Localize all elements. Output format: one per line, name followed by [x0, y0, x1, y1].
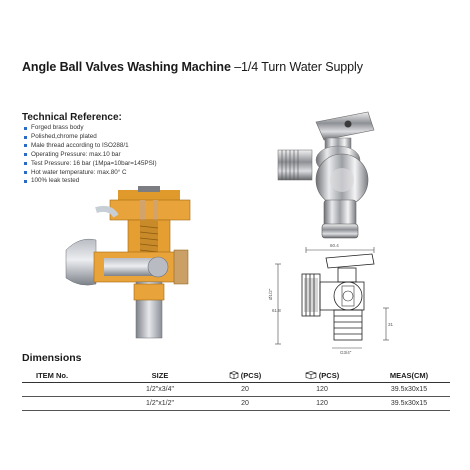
col-carton-pcs: [276, 368, 368, 383]
technical-list: [24, 124, 157, 186]
cell-meas: 39.5x30x15: [368, 383, 450, 397]
tech-item: Polished,chrome plated: [24, 133, 157, 142]
dim-left-label: Ø1/2": [268, 288, 273, 300]
dim-bottom-label: G3/4": [340, 350, 352, 355]
cell-item-no: [22, 397, 106, 411]
col-item-no: ITEM No.: [22, 368, 106, 383]
dimensions-table: [22, 368, 450, 411]
col-meas: MEAS(CM): [368, 368, 450, 383]
dim-top-label: 60.4: [330, 243, 339, 248]
product-photo: [268, 100, 380, 250]
tech-item: Hot water temperature: max.80° C: [24, 169, 157, 178]
cell-size: 1/2"x3/4": [106, 383, 214, 397]
table-header-row: [22, 368, 450, 383]
col-inner-pcs-label: (PCS): [240, 370, 262, 380]
dim-right-label: 31: [388, 322, 394, 327]
dimensions-heading: Dimensions: [22, 352, 82, 364]
tech-item: Operating Pressure: max.10 bar: [24, 151, 157, 160]
technical-drawing: [262, 244, 412, 354]
table-row: [22, 383, 450, 397]
cell-size: 1/2"x1/2": [106, 397, 214, 411]
title-main: Angle Ball Valves Washing Machine: [22, 60, 231, 74]
tech-item: 100% leak tested: [24, 177, 157, 186]
tech-item: Test Pressure: 16 bar (1Mpa=10bar=145PSI): [24, 160, 157, 169]
cell-inner-pcs: 20: [214, 383, 276, 397]
cell-carton-pcs: 120: [276, 383, 368, 397]
title-sub: –1/4 Turn Water Supply: [234, 60, 363, 74]
cutaway-illustration: [66, 180, 226, 340]
col-carton-pcs-label: (PCS): [318, 370, 340, 380]
cell-carton-pcs: 120: [276, 397, 368, 411]
cell-item-no: [22, 383, 106, 397]
col-size: SIZE: [106, 368, 214, 383]
tech-item: Male thread according to ISO288/1: [24, 142, 157, 151]
cell-meas: 39.5x30x15: [368, 397, 450, 411]
carton-icon: [305, 371, 317, 379]
cell-inner-pcs: 20: [214, 397, 276, 411]
dim-height-label: 61.8: [272, 308, 281, 313]
col-inner-pcs: [214, 368, 276, 383]
box-icon: [229, 371, 239, 379]
tech-item: Forged brass body: [24, 124, 157, 133]
technical-heading: Technical Reference:: [22, 112, 122, 123]
page-title: [22, 60, 363, 74]
table-row: [22, 397, 450, 411]
